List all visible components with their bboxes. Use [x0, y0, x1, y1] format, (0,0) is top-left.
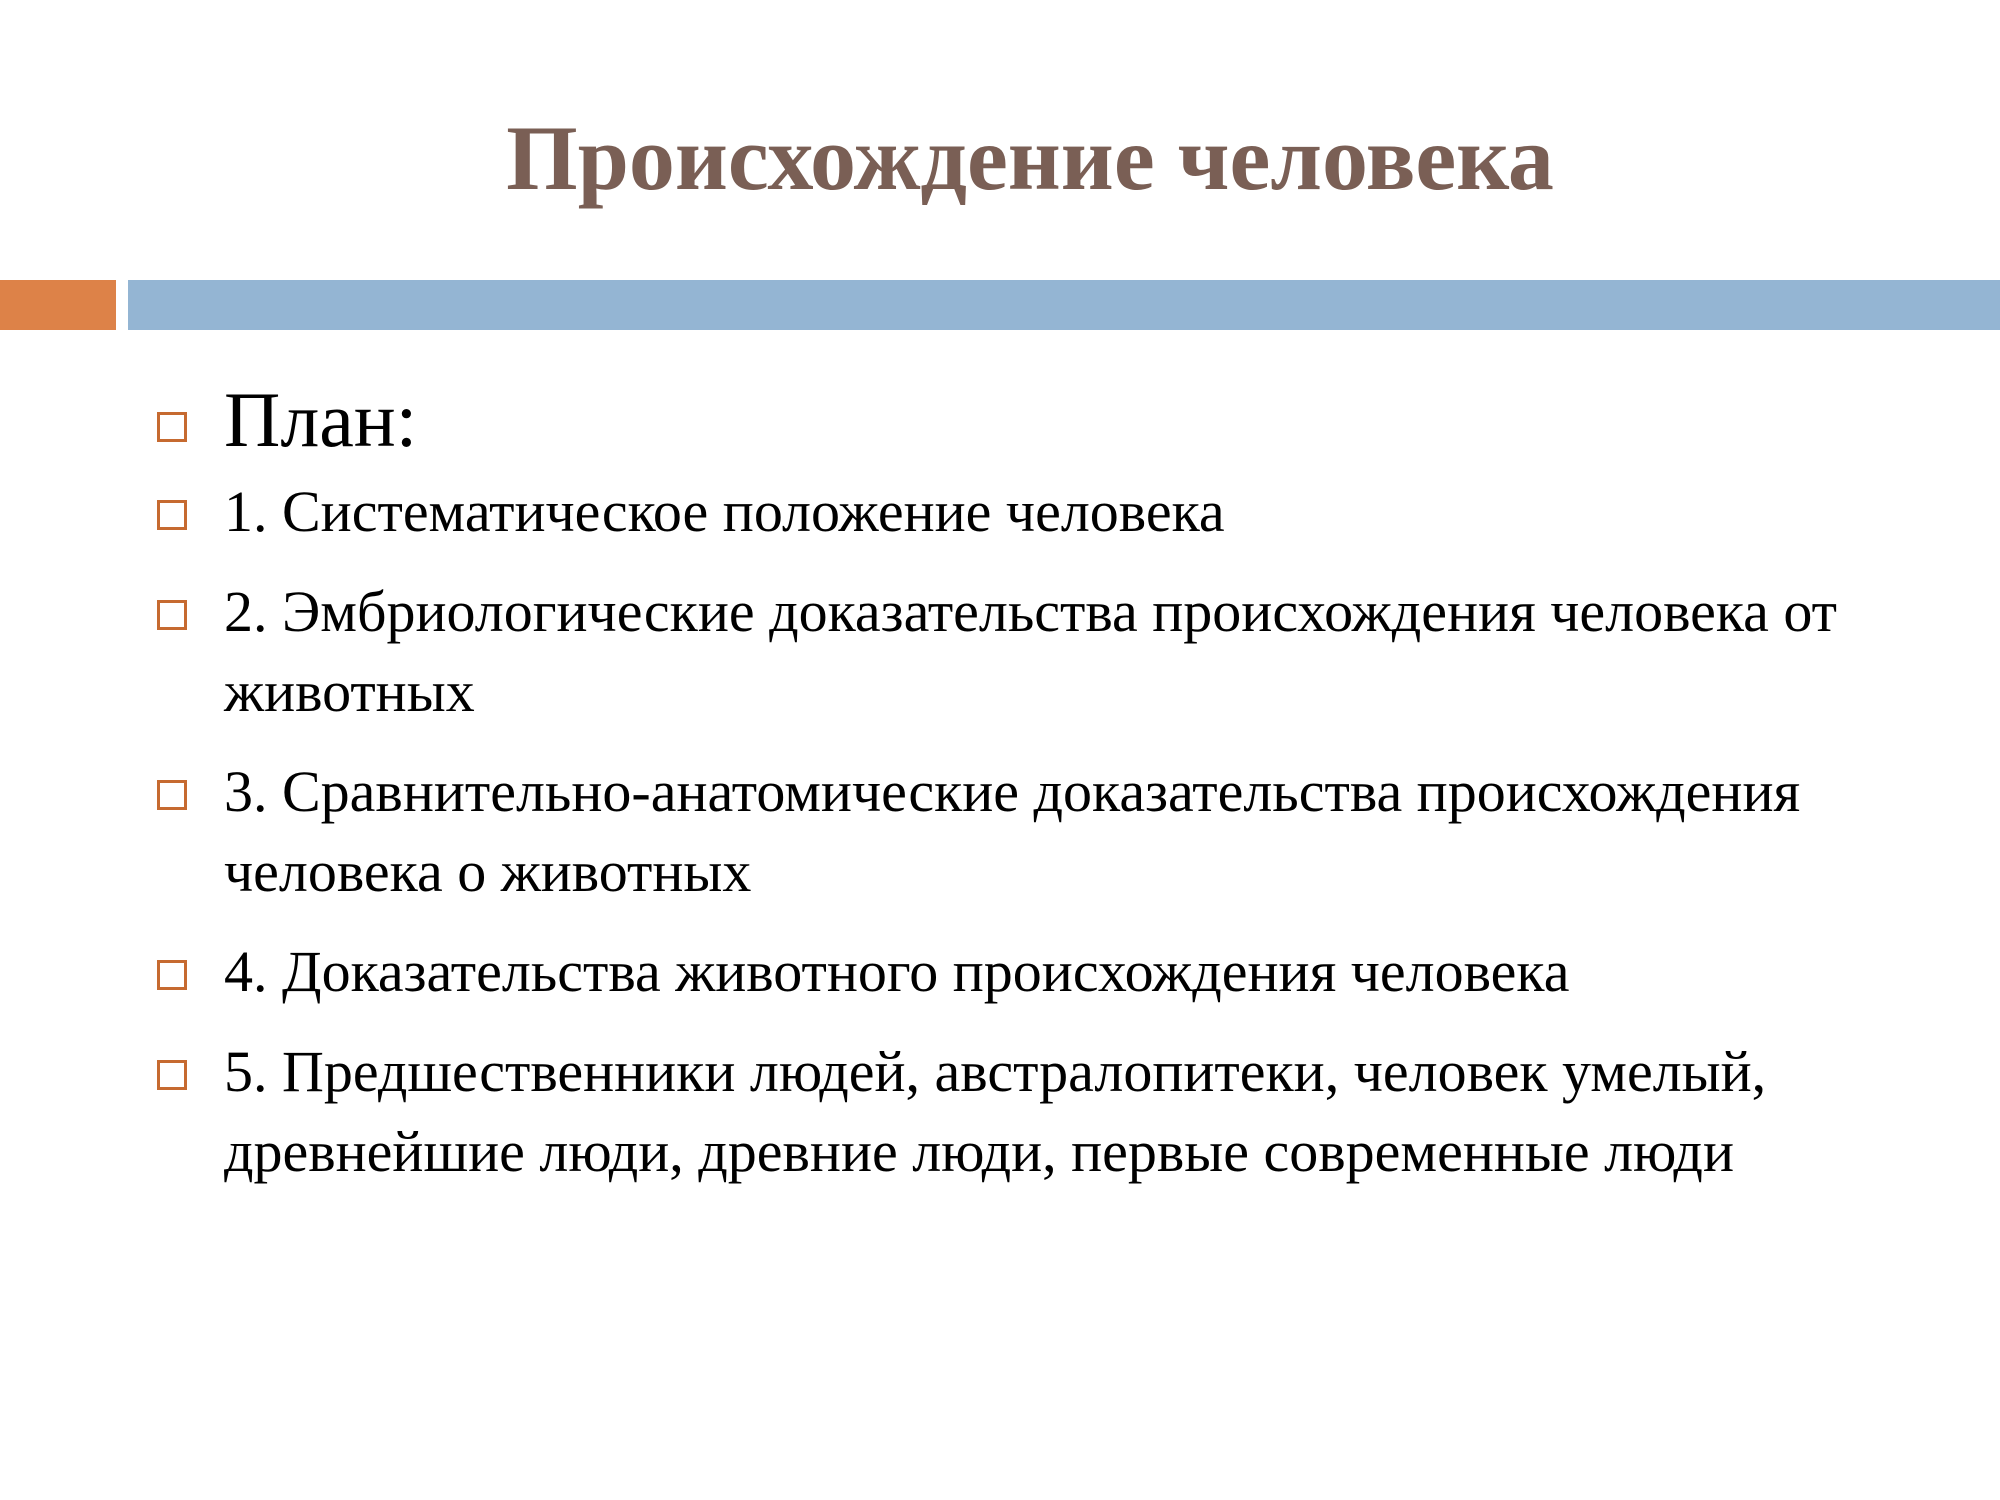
- plan-heading: План:: [224, 376, 418, 463]
- list-item-text: 5. Предшественники людей, австралопитеки, человек умелый, древнейшие люди, древние люди, первые современные люди: [224, 1039, 1767, 1184]
- accent-bar-blue: [128, 280, 2000, 330]
- list-item: [0, 932, 2000, 1012]
- bullet-list: [0, 370, 2000, 1212]
- list-item: [0, 1032, 2000, 1192]
- list-item-text: 1. Систематическое положение человека: [224, 479, 1225, 544]
- accent-bar-orange: [0, 280, 116, 330]
- square-bullet-icon: [157, 500, 187, 530]
- square-bullet-icon: [157, 600, 187, 630]
- slide-title-text: Происхождение человека: [506, 107, 1554, 209]
- square-bullet-icon: [157, 780, 187, 810]
- list-item-text: 4. Доказательства животного происхождения человека: [224, 939, 1570, 1004]
- list-item: [0, 472, 2000, 552]
- list-item: [0, 752, 2000, 912]
- list-item: [0, 572, 2000, 732]
- list-item-text: 2. Эмбриологические доказательства происхождения человека от животных: [224, 579, 1838, 724]
- square-bullet-icon: [157, 412, 187, 442]
- list-item-plan: [0, 370, 2000, 470]
- square-bullet-icon: [157, 960, 187, 990]
- list-item-text: 3. Сравнительно-анатомические доказательства происхождения человека о животных: [224, 759, 1801, 904]
- square-bullet-icon: [157, 1060, 187, 1090]
- slide-title: [0, 108, 2000, 209]
